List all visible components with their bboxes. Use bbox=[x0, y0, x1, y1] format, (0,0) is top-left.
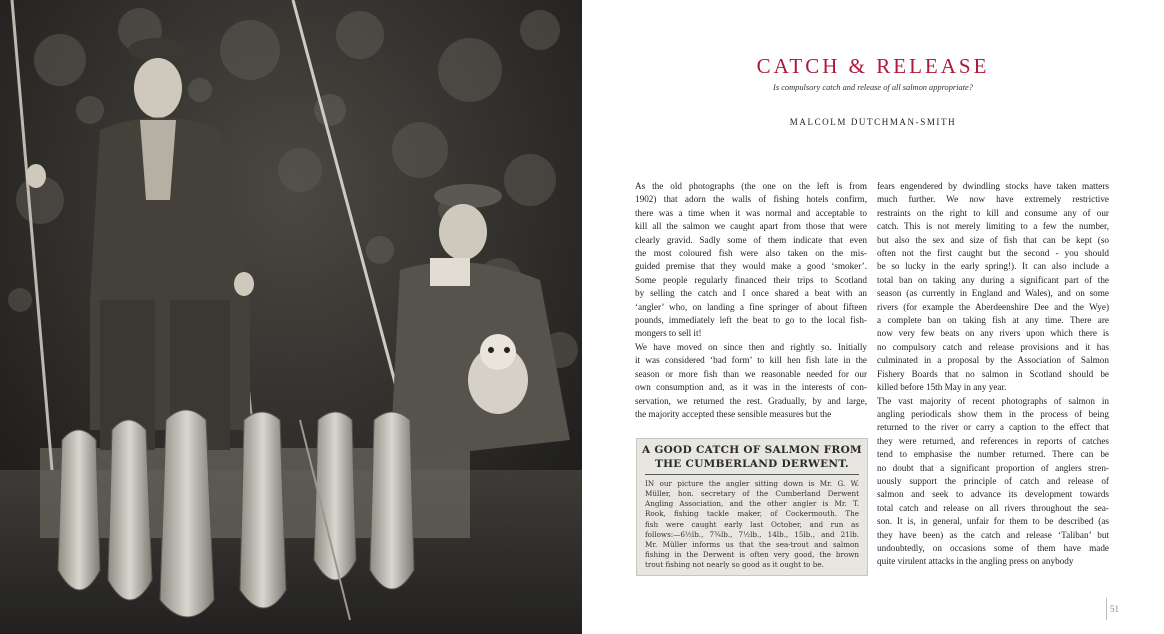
text-line: there was a time when it was normal and acceptable to bbox=[635, 207, 867, 218]
text-line: no compulsory catch and release provisions and it has bbox=[877, 341, 1109, 352]
clipping-body bbox=[637, 479, 867, 570]
clipping-divider bbox=[645, 474, 859, 475]
text-line: the majority accepted these sensible measures but the bbox=[635, 408, 832, 419]
text-line: guided premise that they would make a good ‘smoker’. bbox=[635, 261, 867, 272]
text-line: restraints on the right to kill and consume any of our bbox=[877, 207, 1109, 218]
text-line: it was considered ‘bad form’ to kill hen fish late in the bbox=[635, 355, 867, 366]
text-line: servation, we returned the rest. Gradually, by and large, bbox=[635, 395, 867, 406]
text-line: undoubtedly, on occasions some of them have made bbox=[877, 542, 1109, 553]
text-line: kill all the salmon we caught apart from those that were bbox=[635, 221, 867, 232]
text-line: no doubt that a significant proportion of anglers stren- bbox=[877, 462, 1109, 473]
text-column-right bbox=[877, 180, 1109, 569]
clipping-body-line: fishing in the Derwent is often very good, the brown bbox=[645, 549, 859, 559]
clipping-headline-line: A GOOD CATCH OF SALMON FROM bbox=[642, 444, 862, 456]
text-line: Fishery Boards that no salmon in Scotland should be bbox=[877, 368, 1109, 379]
clipping-body-line: follows:—6½lb., 7¾lb., 7½lb., 14lb., 15lb., and 21lb. bbox=[645, 529, 859, 539]
page-number: 51 bbox=[1110, 604, 1119, 614]
text-line: they were returned, and references in reports of catches bbox=[877, 435, 1109, 446]
text-line: We have moved on since then and rightly so. Initially bbox=[635, 341, 867, 352]
text-line: returned to the river or carry a caption to the effect that bbox=[877, 422, 1109, 433]
clipping-body-line: IN our picture the angler sitting down is Mr. G. W. bbox=[645, 479, 859, 489]
text-line: 1902) that adorn the walls of fishing hotels confirm, bbox=[635, 194, 867, 205]
text-line: be so lucky in the early spring!). It can also include a bbox=[877, 261, 1109, 272]
clipping-body-line: trout fishing not nearly so good as it ought to be. bbox=[645, 559, 824, 569]
clipping-body-line: fish were caught early last October, and run as bbox=[645, 519, 859, 529]
text-line: tend to emphasise the number returned. There can be bbox=[877, 449, 1109, 460]
text-line: pounds, immediately left the beat to go to the local fish- bbox=[635, 315, 867, 326]
clipping-body-line: Müller, hon. secretary of the Cumberland Derwent bbox=[645, 489, 859, 499]
text-line: total catch and release on all rivers throughout the sea- bbox=[877, 502, 1109, 513]
article-title: CATCH & RELEASE bbox=[756, 54, 990, 78]
text-line: but also the sex and size of fish that can be kept (so bbox=[877, 234, 1109, 245]
text-line: The vast majority of recent photographs of salmon in bbox=[877, 395, 1109, 406]
clipping-headline bbox=[637, 444, 867, 471]
clipping-body-line: Mr. Müller informs us that the sea-trout and salmon bbox=[645, 539, 859, 549]
text-line: uously support the principle of catch and release of bbox=[877, 475, 1109, 486]
clipping-headline-line: THE CUMBERLAND DERWENT. bbox=[654, 457, 850, 470]
text-line: salmon and seek to advance its development towards bbox=[877, 489, 1109, 500]
text-line: angling periodicals show them in the process of being bbox=[877, 408, 1109, 419]
text-line: son. It is, in general, unfair for them to be described (as bbox=[877, 516, 1109, 527]
text-line: season (as currently in England and Wales), and on some bbox=[877, 288, 1109, 299]
text-line: culminated in a proposal by the Association of Salmon bbox=[877, 355, 1109, 366]
article-subtitle: Is compulsory catch and release of all salmon appropriate? bbox=[773, 83, 973, 92]
text-line: the most coloured fish were also taken on the mis- bbox=[635, 248, 867, 259]
text-line: now very few beats on any rivers upon which there is bbox=[877, 328, 1109, 339]
text-line: Some people regularly financed their trips to Scotland bbox=[635, 274, 867, 285]
text-column-left bbox=[635, 180, 867, 421]
clipping-body-line: Angling Association, and the other angler is Mr. T. bbox=[645, 499, 859, 509]
text-line: mongers to sell it! bbox=[635, 328, 702, 339]
newspaper-clipping bbox=[636, 438, 868, 576]
text-line: rivers (for example the Aberdeenshire Dee and the Wye) bbox=[877, 301, 1109, 312]
text-line: total ban on taking any during a significant part of the bbox=[877, 274, 1109, 285]
text-line: killed before 15th May in any year. bbox=[877, 382, 1007, 393]
clipping-body-line: Rook, fishing tackle maker, of Cockermouth. The bbox=[645, 509, 859, 519]
article-page bbox=[582, 0, 1164, 634]
text-line: often not the first caught but the second - you should bbox=[877, 248, 1109, 259]
text-line: As the old photographs (the one on the left is from bbox=[635, 181, 867, 191]
text-line: ‘angler’ who, on landing a fine springer of about fifteen bbox=[635, 301, 867, 312]
text-line: by selling the catch and I once shared a beat with an bbox=[635, 288, 867, 299]
text-line: season or more fish than we reasonable needed for our bbox=[635, 368, 867, 379]
article-author: MALCOLM DUTCHMAN-SMITH bbox=[789, 117, 957, 127]
page-number-divider bbox=[1106, 598, 1107, 620]
text-line: own consumption and, as it was in the interests of con- bbox=[635, 382, 867, 393]
text-line: quite virulent attacks in the angling press on anybody bbox=[877, 556, 1074, 567]
text-line: a complete ban on taking fish at any time. There are bbox=[877, 315, 1109, 326]
text-line: clearly gravid. Sadly some of them indicate that even bbox=[635, 234, 867, 245]
text-line: catch. This is not merely limiting to a few the number, bbox=[877, 221, 1109, 232]
text-line: they have been) as the catch and release ‘Taliban’ but bbox=[877, 529, 1109, 540]
text-line: much further. We now have extremely restrictive bbox=[877, 194, 1109, 205]
text-line: fears engendered by dwindling stocks have taken matters bbox=[877, 181, 1109, 191]
